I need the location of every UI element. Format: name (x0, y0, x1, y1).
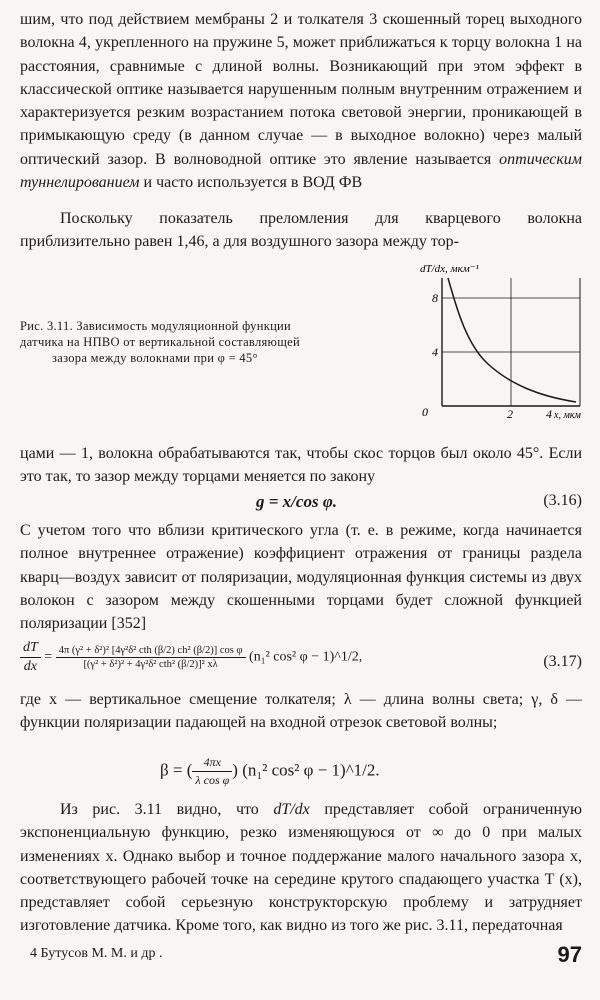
eq317-num: 4π (γ² + δ²)² [4γ²δ² cth (β/2) ch² (β/2)] cos φ (56, 645, 246, 658)
chart-xlabel: x, мкм (554, 410, 581, 421)
beta-den: λ cos φ (195, 773, 230, 787)
paragraph-3: цами — 1, волокна обрабатываются так, чтобы скос торцов был около 45°. Если это так, то зазор между торцами меняется по закону (20, 445, 582, 486)
figure-3-11-chart (408, 256, 590, 426)
beta-num: 4πx (192, 755, 232, 772)
paragraph-1-text: шим, что под действием мембраны 2 и толкателя 3 скошенный торец выходного волокна 4, укрепленного на пружине 5, может приближаться к торцу волокна 1 на расстояния, сравнимые с длиной волны. Возникающий при этом эффект в классической оптике называется нарушенным полным внутренним отражением и характеризуется резким возрастанием потока световой энергии, проникающей в примыкающую среду (в данном случае — в выходное волокно) через малый оптический зазор. В волноводной оптике это явление называется (20, 11, 582, 168)
eq317-lhs-num: dT (20, 640, 41, 658)
equation-3-16: g = x/cos φ. (256, 492, 338, 511)
ytick-4: 4 (432, 345, 438, 359)
paragraph-2: Поскольку показатель преломления для кварцевого волокна приблизительно равен 1,46, а для воздушного зазора между тор- (20, 210, 582, 251)
beta-tail: (n₁² cos² φ − 1)^1/2. (242, 760, 380, 780)
equation-3-16-number: (3.16) (543, 492, 582, 509)
paragraph-5: где x — вертикальное смещение толкателя; λ — длина волны света; γ, δ — функции поляризации падающей на входной отрезок световой волны; (20, 691, 582, 732)
inline-dtdx: dT/dx (273, 801, 310, 818)
paragraph-6 (20, 798, 582, 938)
caption-line-2: датчика на НПВО от вертикальной составляющей (20, 335, 300, 349)
paragraph-1 (20, 8, 582, 194)
eq317-lhs-den: dx (23, 659, 37, 674)
figure-caption (20, 318, 390, 366)
footer-signature: 4 Бутусов М. М. и др . (30, 946, 163, 961)
ytick-8: 8 (432, 291, 438, 305)
paragraph-1-end: и часто используется в ВОД ФВ (143, 174, 363, 192)
equation-beta: β = ( $\frac{4\pi x}{\text{λ cos φ}}$ ) (n₁² cos² φ − 1)^1/2. (160, 755, 380, 787)
xtick-4: 4 (546, 407, 552, 421)
caption-line-1: Рис. 3.11. Зависимость модуляционной функции (20, 319, 292, 333)
page-number: 97 (557, 942, 582, 967)
decay-curve (448, 278, 576, 402)
xtick-2: 2 (507, 407, 513, 421)
italic-term: оптическим туннелированием (20, 150, 583, 192)
eq317-den: [(γ² + δ²)² + 4γ²δ² cth² (β/2)]² xλ (83, 659, 218, 670)
ytick-0: 0 (422, 405, 428, 419)
beta-lhs: β = (160, 760, 183, 780)
beta-fraction (192, 755, 232, 788)
paragraph-6-rest: представляет собой ограниченную экспоненциальную функцию, резко изменяющуюся от ∞ до 0 при малых изменениях x. Однако выбор и точное поддержание малого начального зазора x, соответствующего рабочей точке на середине крутого спадающего участка T (x), представляет собой серьезную конструкторскую проблему и затрудняет изготовление датчика. Кроме того, как видно из того же рис. 3.11, передаточная (20, 801, 583, 935)
paragraph-6-start: Из рис. 3.11 видно, что (60, 801, 259, 818)
caption-line-3: зазора между волокнами при φ = 45° (52, 351, 258, 365)
eq317-tail: (n₁² cos² φ − 1)^1/2, (249, 649, 363, 665)
chart-ylabel: dT/dx, мкм⁻¹ (420, 263, 479, 275)
equation-3-17: $\frac{dT}{dx}$ = $\frac{\text{4π (γ² + δ²)² [4γ²δ² cth (β/2) ch² (β/2)] cos φ}}{\text{[(γ² + δ²)² + 4γ²δ² cth² (β/2)]² xλ}}$ (n₁² cos² φ − 1)^1/2, (20, 640, 362, 675)
paragraph-4: С учетом того что вблизи критического угла (т. е. в режиме, когда начинается полное внутреннее отражение) коэффициент отражения от границы раздела кварц—воздух зависит от поляризации, модуляционная функция системы из двух волокон с зазором между скошенными торцами будет сложной функцией поляризации [352] (20, 522, 582, 633)
eq317-rhs (56, 645, 246, 670)
equation-3-17-number: (3.17) (543, 653, 582, 670)
eq317-lhs (20, 640, 41, 675)
